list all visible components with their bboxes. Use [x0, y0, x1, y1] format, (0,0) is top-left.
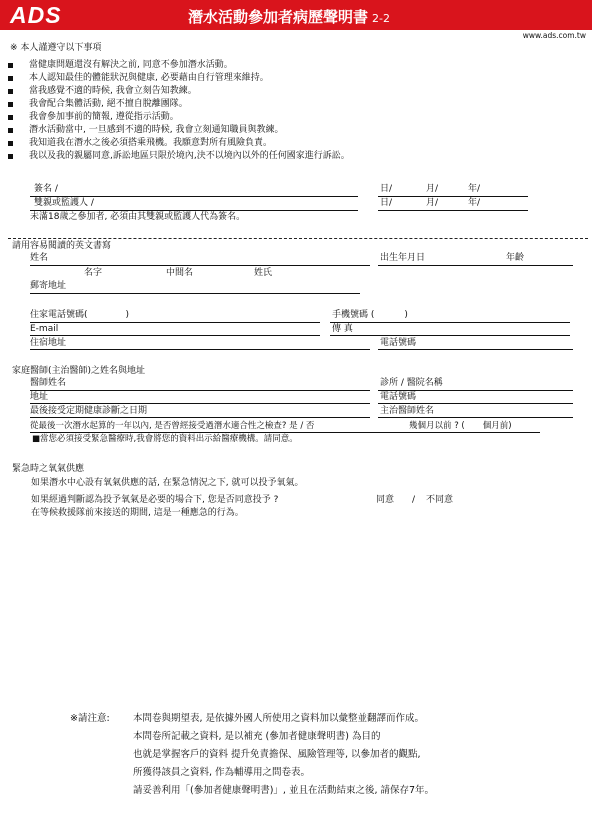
signature-line[interactable] [30, 196, 358, 197]
mobile-text: 手機號碼 ( [332, 310, 375, 320]
signature-label: 簽名 / [34, 184, 58, 194]
home-phone-text: 住家電話號碼( [30, 310, 88, 320]
oxygen-heading: 緊急時之氧氣供應 [12, 464, 85, 474]
stay-phone-line[interactable] [378, 349, 573, 350]
bullet [8, 154, 13, 159]
date-year-label: 年/ [468, 184, 481, 194]
title-text: 潛水活動參加者病歷聲明書 [188, 8, 369, 26]
guardian-date-line[interactable] [378, 210, 528, 211]
guardian-date-month-label: 月/ [426, 198, 439, 208]
doctor-address-label: 地址 [30, 392, 49, 402]
mobile-close: ) [404, 310, 408, 320]
email-line[interactable] [30, 335, 320, 336]
term-3: 當我感覺不適的時候, 我會立刻告知教練。 [29, 86, 197, 96]
oxygen-separator: / [412, 495, 416, 505]
ads-logo: ADS [10, 2, 62, 28]
birth-line[interactable] [378, 265, 573, 266]
intro-text: ※ 本人謹遵守以下事項 [10, 43, 102, 53]
term-1: 當健康問題還沒有解決之前, 同意不參加潛水活動。 [29, 60, 233, 70]
oxygen-disagree-option[interactable]: 不同意 [426, 495, 454, 505]
attending-line[interactable] [378, 417, 573, 418]
stay-address-label: 住宿地址 [30, 338, 67, 348]
footer-line-3: 也就是掌握客戶的資料 提升免責擔保、風險管理等, 以參加者的觀點, [133, 749, 421, 760]
sign-date-line[interactable] [378, 196, 528, 197]
guardian-date-day-label: 日/ [380, 198, 393, 208]
clinic-line[interactable] [378, 390, 573, 391]
first-name-label: 名字 [84, 268, 103, 278]
checkup-question: 從最後一次潛水起算的一年以內, 是否曾經接受過潛水適合性之檢查? 是 / 否 [30, 421, 315, 431]
checkup-when-close: 個月前) [482, 421, 512, 431]
bullet [8, 63, 13, 68]
address-line[interactable] [30, 293, 360, 294]
oxygen-agree-option[interactable]: 同意 [376, 495, 395, 505]
minor-note: 未滿18歲之參加者, 必須由其雙親或監護人代為簽名。 [30, 212, 246, 222]
checkup-line[interactable] [30, 432, 540, 433]
info-heading: 請用容易閱讀的英文書寫 [12, 241, 112, 251]
bullet [8, 115, 13, 120]
checkup-when-text: 幾個月以前 ? ( [409, 421, 465, 431]
doctor-heading: 家庭醫師(主治醫師)之姓名與地址 [12, 366, 146, 376]
bullet [8, 76, 13, 81]
oxygen-line-3: 在等候救援隊前來接送的期間, 這是一種應急的行為。 [31, 508, 244, 518]
guardian-signature-line[interactable] [30, 210, 358, 211]
clinic-label: 診所 / 醫院名稱 [380, 378, 443, 388]
page-title [188, 6, 390, 27]
address-label: 郵寄地址 [30, 281, 67, 291]
middle-name-label: 中間名 [166, 268, 194, 278]
bullet [8, 128, 13, 133]
mobile-label [332, 310, 408, 321]
bullet [8, 102, 13, 107]
doctor-name-label: 醫師姓名 [30, 378, 67, 388]
home-phone-label [30, 310, 129, 321]
name-label: 姓名 [30, 253, 49, 263]
last-name-label: 姓氏 [254, 268, 273, 278]
last-checkup-label: 最後接受定期健康診斷之日期 [30, 406, 148, 416]
website-url: www.ads.com.tw [522, 31, 586, 40]
stay-phone-label: 電話號碼 [380, 338, 417, 348]
guardian-label: 雙親或監護人 / [34, 198, 94, 208]
fax-label: 傳 真 [332, 324, 353, 334]
doctor-address-line[interactable] [30, 403, 370, 404]
birth-label: 出生年月日 [380, 253, 426, 263]
attending-label: 主治醫師姓名 [380, 406, 435, 416]
bullet [8, 89, 13, 94]
bullet [8, 141, 13, 146]
checkup-when [409, 421, 512, 432]
page-number: 2-2 [372, 12, 390, 25]
doctor-phone-label: 電話號碼 [380, 392, 417, 402]
footer-line-2: 本問卷所記載之資料, 是以補充 (參加者健康聲明書) 為目的 [133, 731, 381, 742]
date-month-label: 月/ [426, 184, 439, 194]
home-phone-close: ) [125, 310, 130, 320]
date-day-label: 日/ [380, 184, 393, 194]
mobile-line[interactable] [330, 322, 570, 323]
footer-line-4: 所獲得該員之資料, 作為輔導用之問卷表。 [133, 767, 311, 778]
medical-consent: ■當您必須接受緊急醫療時,我會將您的資料出示給醫療機構。請同意。 [32, 434, 298, 444]
home-phone-line[interactable] [30, 322, 320, 323]
term-5: 我會參加事前的簡報, 遵從指示活動。 [29, 112, 179, 122]
last-checkup-line[interactable] [30, 417, 370, 418]
term-6: 潛水活動當中, 一旦感到不適的時候, 我會立刻通知職員與教練。 [29, 125, 284, 135]
term-8: 我以及我的親屬同意,訴訟地區只限於境內,決不以境內以外的任何國家進行訴訟。 [29, 151, 350, 161]
fax-line[interactable] [330, 335, 570, 336]
stay-address-line[interactable] [30, 349, 370, 350]
footer-line-1: 本問卷與期望表, 是依據外國人所使用之資料加以彙整並翻譯而作成。 [133, 713, 425, 724]
term-4: 我會配合集體活動, 絕不擅自脫離團隊。 [29, 99, 188, 109]
email-label: E-mail [30, 324, 59, 334]
doctor-name-line[interactable] [30, 390, 370, 391]
guardian-date-year-label: 年/ [468, 198, 481, 208]
name-line[interactable] [30, 265, 370, 266]
cut-line [8, 238, 588, 239]
footer-label: ※請注意: [70, 713, 110, 724]
term-2: 本人認知最佳的體能狀況與健康, 必要藉由自行管理來維持。 [29, 73, 269, 83]
term-7: 我知道我在潛水之後必須搭乘飛機。我願意對所有風險負責。 [29, 138, 273, 148]
footer-line-5: 請妥善利用「(參加者健康聲明書)」, 並且在活動結束之後, 請保存7年。 [133, 785, 435, 796]
age-label: 年齡 [506, 253, 525, 263]
oxygen-line-2: 如果經過判斷認為投予氧氣是必要的場合下, 您是否同意投予 ? [31, 495, 279, 505]
oxygen-line-1: 如果潛水中心設有氧氣供應的話, 在緊急情況之下, 就可以投予氧氣。 [31, 478, 304, 488]
doctor-phone-line[interactable] [378, 403, 573, 404]
